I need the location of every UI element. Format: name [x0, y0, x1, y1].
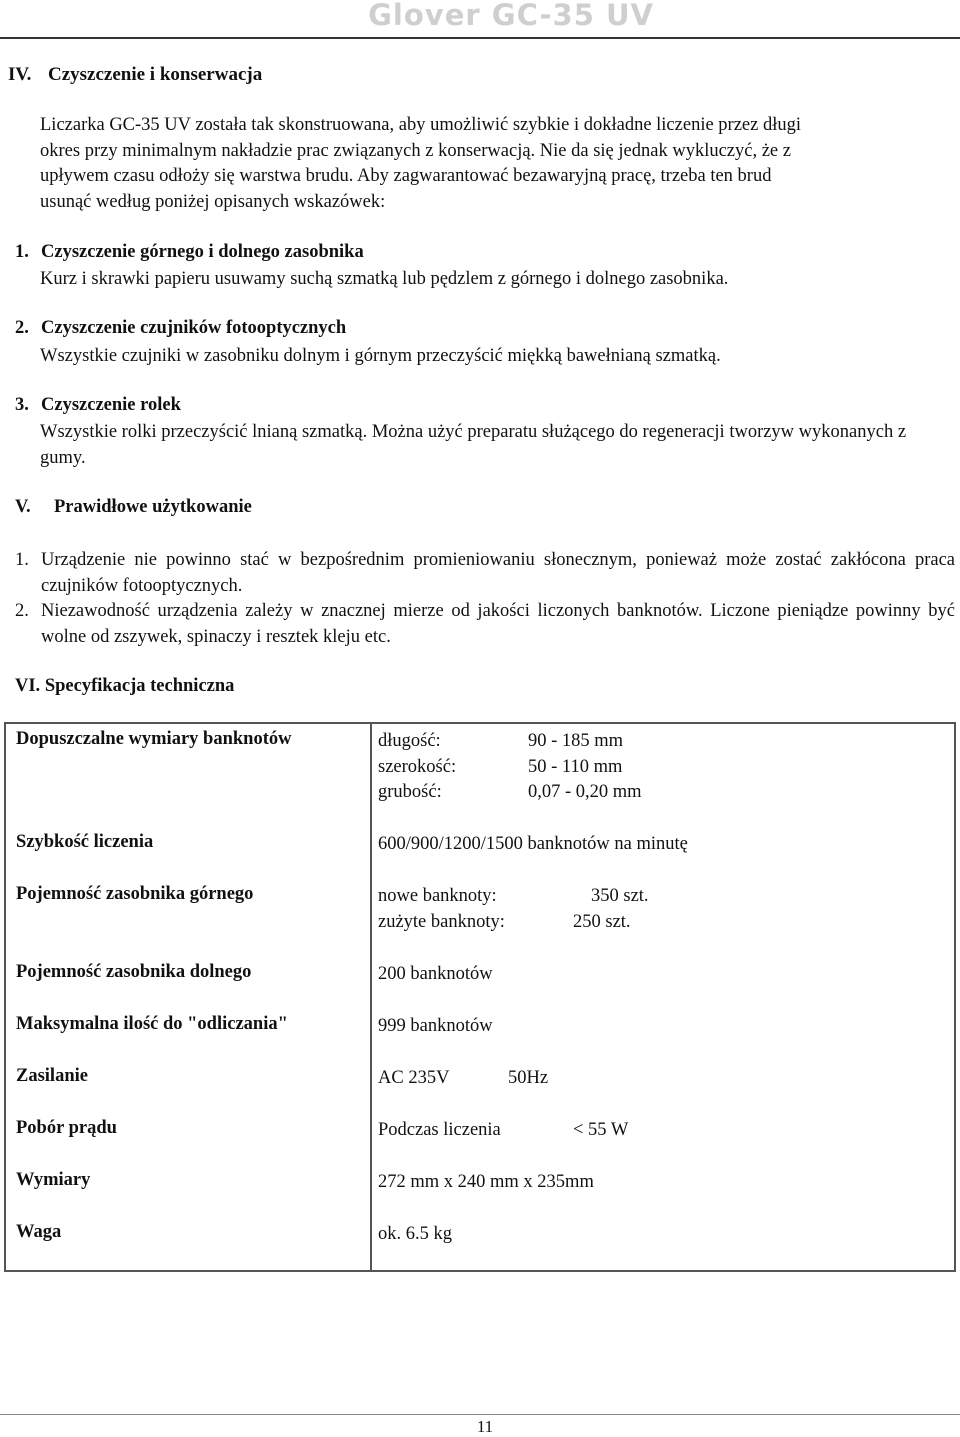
spec-table	[4, 722, 956, 1272]
item-number: 1.	[15, 242, 29, 262]
cleaning-item-1-title	[15, 242, 364, 263]
item-text: Urządzenie nie powinno stać w bezpośrednim promieniowaniu słonecznym, ponieważ może zostać zakłócona praca czujników fotooptycznych.	[41, 550, 955, 596]
spec-value	[378, 884, 778, 935]
intro-line: usunąć według poniżej opisanych wskazówek:	[40, 191, 386, 212]
spec-label: Szybkość liczenia	[16, 832, 154, 852]
section-number: VI.	[15, 676, 41, 696]
header-divider	[0, 37, 960, 39]
spec-val: 350 szt.	[591, 886, 649, 906]
spec-label: Zasilanie	[16, 1066, 88, 1086]
document-header-brand: Glover GC-35 UV	[368, 0, 654, 32]
section-4-heading	[8, 64, 262, 86]
section-title: Prawidłowe użytkowanie	[54, 497, 252, 517]
spec-val: 0,07 - 0,20 mm	[528, 782, 642, 802]
spec-val: 50 - 110 mm	[528, 756, 623, 777]
item-title: Czyszczenie górnego i dolnego zasobnika	[41, 242, 364, 262]
spec-key: szerokość:	[378, 756, 457, 777]
spec-label: Pojemność zasobnika górnego	[16, 884, 254, 904]
section-number: IV.	[8, 64, 32, 85]
spec-value: 200 banknotów	[378, 964, 493, 984]
section-6-heading	[15, 676, 234, 697]
item-number: 1.	[15, 550, 29, 570]
spec-value	[378, 1066, 678, 1092]
spec-label: Pojemność zasobnika dolnego	[16, 962, 252, 982]
intro-line: upływem czasu odłoży się warstwa brudu. Aby zagwarantować bezawaryjną pracę, trzeba ten brud	[40, 166, 772, 186]
table-column-divider	[370, 724, 372, 1270]
spec-value: ok. 6.5 kg	[378, 1224, 452, 1244]
spec-val: 50Hz	[508, 1068, 549, 1088]
spec-key: grubość:	[378, 782, 442, 802]
item-title: Czyszczenie rolek	[41, 395, 181, 415]
intro-line: okres przy minimalnym nakładzie prac związanych z konserwacją. Nie da się jednak wykluczyć, że z	[40, 140, 791, 161]
spec-value	[378, 729, 778, 806]
usage-item-1	[15, 548, 955, 599]
cleaning-item-1-text: Kurz i skrawki papieru usuwamy suchą szmatką lub pędzlem z górnego i dolnego zasobnika.	[40, 269, 729, 289]
spec-label: Dopuszczalne wymiary banknotów	[16, 729, 292, 749]
spec-key: długość:	[378, 731, 441, 751]
item-number: 3.	[15, 395, 29, 415]
section-4-intro	[40, 113, 955, 215]
footer-divider	[0, 1414, 960, 1415]
page-number: 11	[476, 1417, 494, 1436]
section-5-heading	[15, 497, 252, 518]
spec-val: 90 - 185 mm	[528, 731, 624, 751]
spec-val: < 55 W	[573, 1120, 629, 1140]
intro-line: Liczarka GC-35 UV została tak skonstruowana, aby umożliwić szybkie i dokładne liczenie przez długi	[40, 115, 801, 135]
usage-item-2	[15, 599, 955, 650]
spec-value: 999 banknotów	[378, 1016, 493, 1036]
spec-val: 250 szt.	[573, 911, 631, 932]
spec-label: Maksymalna ilość do "odliczania"	[16, 1014, 288, 1034]
spec-value: 272 mm x 240 mm x 235mm	[378, 1172, 594, 1192]
spec-label: Waga	[16, 1222, 62, 1242]
section-title: Czyszczenie i konserwacja	[48, 64, 263, 85]
spec-key: zużyte banknoty:	[378, 911, 505, 932]
spec-value: 600/900/1200/1500 banknotów na minutę	[378, 834, 688, 854]
spec-key: Podczas liczenia	[378, 1120, 501, 1140]
cleaning-item-2-text: Wszystkie czujniki w zasobniku dolnym i górnym przeczyścić miękką bawełnianą szmatką.	[40, 346, 721, 366]
spec-label: Pobór prądu	[16, 1118, 117, 1138]
cleaning-item-3-text: Wszystkie rolki przeczyścić lnianą szmatką. Można użyć preparatu służącego do regeneracji tworzyw wykonanych z gumy.	[40, 422, 907, 468]
section-title: Specyfikacja techniczna	[44, 676, 235, 696]
spec-key: nowe banknoty:	[378, 886, 497, 906]
cleaning-item-3-title	[15, 395, 181, 416]
spec-label: Wymiary	[16, 1170, 91, 1190]
item-text: Niezawodność urządzenia zależy w znacznej mierze od jakości liczonych banknotów. Liczone pieniądze powinny być wolne od zszywek, spinaczy i resztek kleju etc.	[41, 601, 955, 647]
item-number: 2.	[15, 601, 29, 621]
item-title: Czyszczenie czujników fotooptycznych	[41, 318, 347, 338]
section-number: V.	[15, 497, 31, 517]
cleaning-item-2-title	[15, 318, 346, 339]
spec-value	[378, 1118, 778, 1144]
spec-key: AC 235V	[378, 1068, 450, 1088]
item-number: 2.	[15, 318, 29, 338]
